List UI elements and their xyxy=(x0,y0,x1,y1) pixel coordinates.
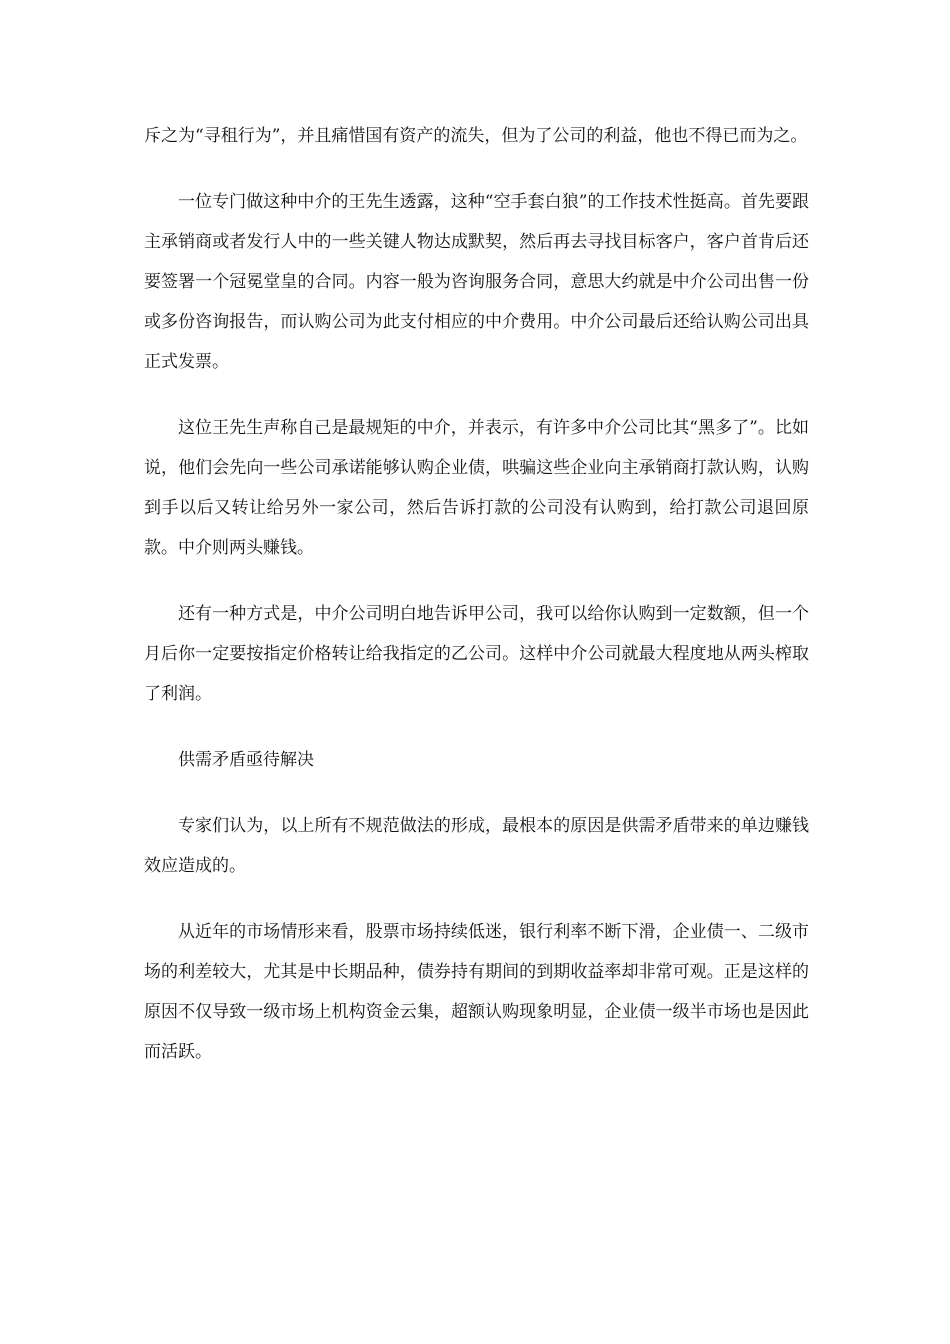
paragraph-4: 还有一种方式是，中介公司明白地告诉甲公司，我可以给你认购到一定数额，但一个月后你一定要按指定价格转让给我指定的乙公司。这样中介公司就最大程度地从两头榨取了利润。 xyxy=(144,604,809,704)
document-body xyxy=(144,116,809,1098)
paragraph-1: 斥之为“寻租行为”，并且痛惜国有资产的流失，但为了公司的利益，他也不得已而为之。 xyxy=(144,126,808,146)
paragraph-5: 专家们认为，以上所有不规范做法的形成，最根本的原因是供需矛盾带来的单边赚钱效应造成的。 xyxy=(144,816,809,876)
paragraph-2: 一位专门做这种中介的王先生透露，这种“空手套白狼”的工作技术性挺高。首先要跟主承销商或者发行人中的一些关键人物达成默契，然后再去寻找目标客户，客户首肯后还要签署一个冠冕堂皇的合同。内容一般为咨询服务合同，意思大约就是中介公司出售一份或多份咨询报告，而认购公司为此支付相应的中介费用。中介公司最后还给认购公司出具正式发票。 xyxy=(144,192,809,372)
section-heading: 供需矛盾亟待解决 xyxy=(178,750,314,770)
paragraph-3: 这位王先生声称自己是最规矩的中介，并表示，有许多中介公司比其“黑多了”。比如说，他们会先向一些公司承诺能够认购企业债，哄骗这些企业向主承销商打款认购，认购到手以后又转让给另外一家公司，然后告诉打款的公司没有认购到，给打款公司退回原款。中介则两头赚钱。 xyxy=(144,418,809,558)
paragraph-6: 从近年的市场情形来看，股票市场持续低迷，银行利率不断下滑，企业债一、二级市场的利差较大，尤其是中长期品种，债券持有期间的到期收益率却非常可观。正是这样的原因不仅导致一级市场上机构资金云集，超额认购现象明显，企业债一级半市场也是因此而活跃。 xyxy=(144,922,809,1062)
